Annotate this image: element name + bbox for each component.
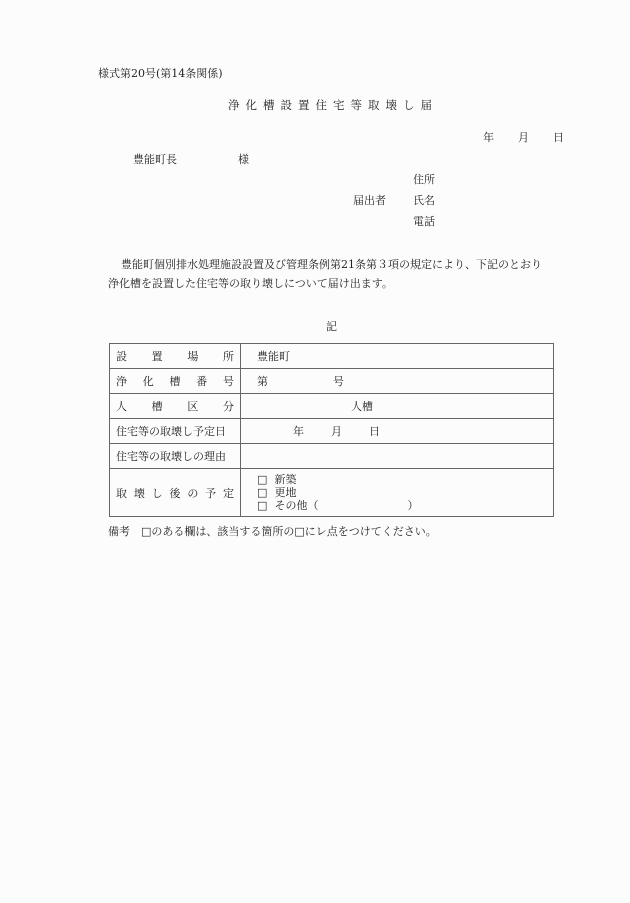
label-char: 区 (187, 400, 199, 413)
applicant-label: 届出者 (353, 194, 386, 207)
label-location (110, 344, 241, 369)
label-char: 設 (116, 350, 127, 363)
label-char: の (187, 486, 199, 500)
option-suffix: ） (407, 499, 419, 512)
table-row-demolition-reason (110, 444, 554, 469)
label-char: 予 (205, 486, 217, 500)
option-new-build[interactable] (257, 473, 547, 486)
date-month: 月 (331, 425, 342, 438)
tank-number-field[interactable] (241, 369, 554, 394)
label-demolition-date: 住宅等の取壊し予定日 (110, 419, 241, 444)
note-text: 備考 □のある欄は、該当する箇所の□にレ点をつけてください。 (108, 525, 437, 538)
table-row-demolition-date (110, 419, 554, 444)
label-char: 分 (222, 400, 234, 413)
date-year-label: 年 (483, 131, 494, 144)
label-demolition-reason: 住宅等の取壊しの理由 (110, 444, 241, 469)
label-char: 壊 (133, 486, 145, 500)
table-row-post-demolition-plan (110, 469, 554, 517)
checkbox-icon[interactable]: □ (257, 486, 268, 499)
label-char: 槽 (151, 400, 163, 413)
table-row-location (110, 344, 554, 369)
tank-number-prefix: 第 (257, 375, 268, 388)
form-number: 様式第20号(第14条関係) (98, 67, 223, 80)
label-char: 定 (222, 486, 234, 500)
date-year: 年 (293, 425, 304, 438)
label-post-demolition-plan (110, 469, 241, 517)
document-title: 浄化槽設置住宅等取壊し届 (228, 98, 438, 112)
body-text-line1: 豊能町個別排水処理施設設置及び管理条例第21条第３項の規定により、下記のとおり (121, 258, 542, 271)
label-char: 浄 (116, 375, 127, 388)
option-other[interactable] (257, 499, 547, 512)
date-month-label: 月 (518, 131, 529, 144)
label-char: 所 (222, 350, 234, 363)
applicant-address-label: 住所 (413, 173, 435, 186)
label-char: し (151, 486, 163, 500)
label-char: 号 (223, 375, 234, 388)
body-text-line2: 浄化槽を設置した住宅等の取り壊しについて届け出ます。 (108, 277, 393, 290)
option-label: その他（ (274, 499, 319, 512)
addressee-honorific: 様 (238, 153, 249, 166)
post-demolition-options (241, 469, 554, 517)
tank-number-suffix: 号 (333, 375, 344, 388)
location-field[interactable]: 豊能町 (241, 344, 554, 369)
label-char: 置 (151, 350, 163, 363)
option-label: 新築 (274, 473, 297, 486)
date-day: 日 (369, 425, 380, 438)
checkbox-icon[interactable]: □ (257, 473, 268, 486)
ki-heading: 記 (326, 320, 337, 333)
label-char: 場 (187, 350, 199, 363)
date-day-label: 日 (553, 131, 564, 144)
option-vacant-lot[interactable] (257, 486, 547, 499)
table-row-tank-number (110, 369, 554, 394)
label-char: 人 (116, 400, 127, 413)
capacity-field[interactable]: 人槽 (241, 394, 554, 419)
option-label: 更地 (274, 486, 297, 499)
notification-table (109, 343, 554, 517)
addressee-name: 豊能町長 (133, 153, 177, 166)
label-char: 取 (116, 486, 127, 500)
demolition-reason-field[interactable] (241, 444, 554, 469)
applicant-name-label: 氏名 (413, 194, 435, 207)
label-capacity (110, 394, 241, 419)
checkbox-icon[interactable]: □ (257, 499, 268, 512)
label-char: 番 (196, 375, 208, 388)
demolition-date-field[interactable] (241, 419, 554, 444)
label-char: 後 (169, 486, 181, 500)
label-tank-number (110, 369, 241, 394)
label-char: 化 (142, 375, 154, 388)
label-char: 槽 (169, 375, 181, 388)
applicant-phone-label: 電話 (413, 215, 435, 228)
table-row-capacity (110, 394, 554, 419)
